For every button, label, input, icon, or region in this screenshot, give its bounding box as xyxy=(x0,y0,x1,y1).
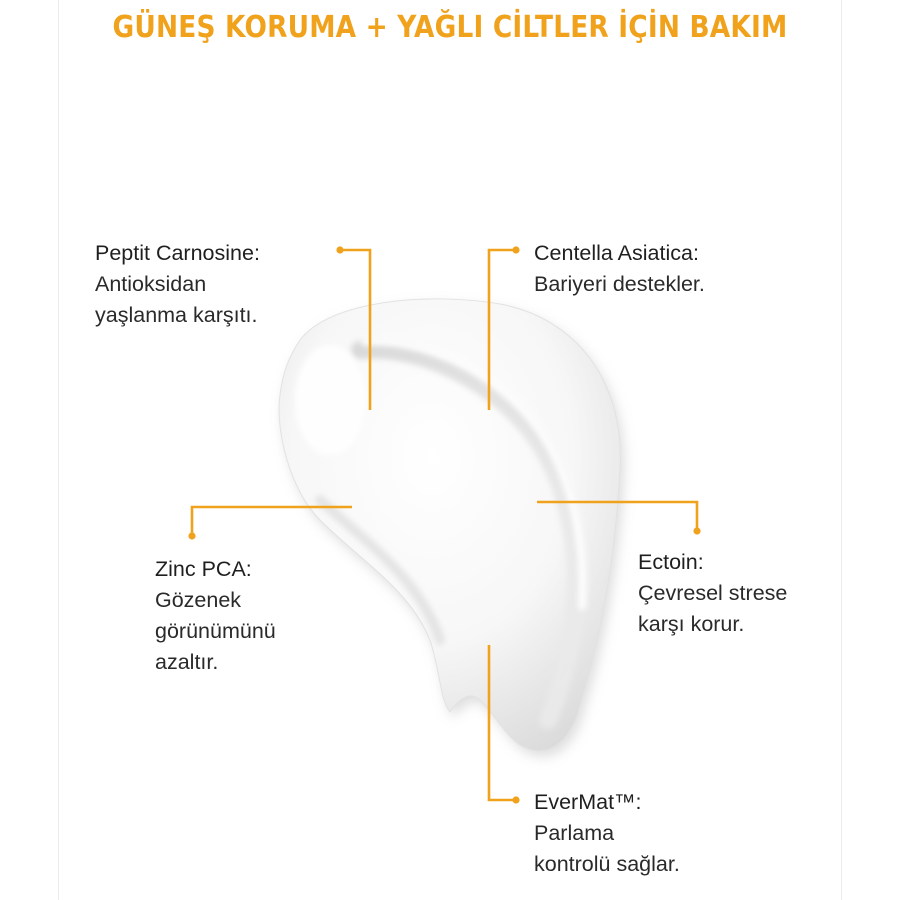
callout-centella-asiatica xyxy=(534,238,705,300)
ingredient-desc: görünümünü xyxy=(155,619,276,643)
ingredient-name: Centella Asiatica: xyxy=(534,241,699,265)
ingredient-desc: Bariyeri destekler. xyxy=(534,272,705,296)
dot-peptit xyxy=(336,246,343,253)
callout-evermat xyxy=(534,787,680,880)
ingredient-desc: Parlama xyxy=(534,821,615,845)
ingredient-desc: Antioksidan xyxy=(95,272,207,296)
dot-centella xyxy=(512,246,519,253)
ingredient-desc: kontrolü sağlar. xyxy=(534,852,680,876)
dot-zinc xyxy=(188,532,195,539)
connector-peptit xyxy=(342,250,370,410)
dot-ectoin xyxy=(693,527,700,534)
page-title: GÜNEŞ KORUMA + YAĞLI CİLTLER İÇİN BAKIM xyxy=(112,10,788,45)
ingredient-desc: azaltır. xyxy=(155,650,219,674)
ingredient-desc: karşı korur. xyxy=(638,612,745,636)
callout-zinc-pca xyxy=(155,554,276,678)
ingredient-name: Ectoin: xyxy=(638,550,704,574)
ingredient-desc: Gözenek xyxy=(155,588,242,612)
dot-evermat xyxy=(512,796,519,803)
callout-peptit-carnosine xyxy=(95,238,260,331)
callout-ectoin xyxy=(638,547,787,640)
ingredient-name: EverMat™: xyxy=(534,790,642,814)
connector-centella xyxy=(489,250,514,410)
ingredient-desc: Çevresel strese xyxy=(638,581,788,605)
connector-evermat xyxy=(489,645,514,800)
connector-ectoin xyxy=(537,502,697,528)
ingredient-name: Zinc PCA: xyxy=(155,557,252,581)
connector-zinc xyxy=(192,507,352,534)
ingredient-desc: yaşlanma karşıtı. xyxy=(95,303,258,327)
ingredient-name: Peptit Carnosine: xyxy=(95,241,260,265)
